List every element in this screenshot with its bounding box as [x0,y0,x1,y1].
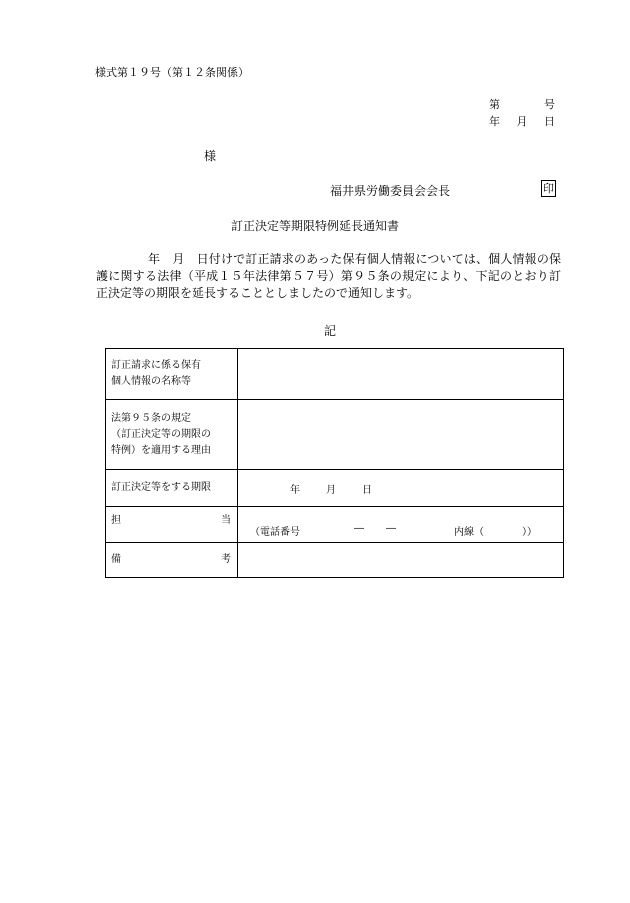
form-number: 様式第１９号（第１２条関係） [95,66,249,79]
table-row-remarks [106,543,564,578]
date-month: 月 [516,115,528,128]
extension-label: 内線（ [454,527,484,538]
details-table [105,348,564,578]
value-deadline[interactable] [238,470,564,507]
document-number-line [489,96,555,112]
addressee-suffix: 様 [204,149,217,163]
phone-label: （電話番号 [250,527,300,538]
ki-heading: 記 [323,324,336,338]
value-info-name[interactable] [238,349,564,400]
seal-mark: 印 [543,182,554,195]
label-deadline: 訂正決定等をする期限 [106,470,238,507]
table-row-deadline [106,470,564,507]
label-info-name-line1: 訂正請求に係る保有 [111,360,201,371]
doc-number-suffix: 号 [544,98,555,111]
phone-line [238,523,563,538]
extension-close: ）） [522,527,537,538]
deadline-year: 年 [290,484,300,496]
label-reason [106,400,238,470]
value-remarks[interactable] [238,543,564,578]
deadline-date [238,481,563,496]
document-title: 訂正決定等期限特例延長通知書 [230,219,399,233]
value-reason[interactable] [238,400,564,470]
label-remarks-right: 考 [221,554,231,565]
body-paragraph: 年 月 日付けで訂正請求のあった保有個人情報については、個人情報の保護に関する法律（平成１５年法律第５７号）第９５条の規定により、下記のとおり訂正決定等の期限を延長することとしましたので通知します。 [96,252,561,300]
date-day: 日 [544,115,555,128]
sender-name: 福井県労働委員会会長 [330,184,451,198]
label-reason-line2: （訂正決定等の期限の [111,428,211,440]
table-row-contact [106,507,564,543]
table-row-info-name [106,349,564,400]
phone-dash-1: ― [354,523,364,534]
deadline-day: 日 [362,484,372,496]
label-info-name-line2: 個人情報の名称等 [111,376,191,387]
label-reason-line3: 特例）を適用する理由 [111,444,211,456]
label-contact-left: 担 [111,514,121,526]
label-contact [106,507,238,543]
doc-number-prefix: 第 [489,98,500,111]
label-remarks-left: 備 [111,554,121,565]
label-contact-right: 当 [221,514,231,526]
label-remarks [106,543,238,578]
phone-dash-2: ― [386,523,396,534]
label-info-name [106,349,238,400]
table-row-reason [106,400,564,470]
deadline-month: 月 [326,484,336,496]
document-date-line [489,113,555,129]
label-reason-line1: 法第９５条の規定 [111,412,191,424]
date-year: 年 [489,115,500,128]
value-contact[interactable] [238,507,564,543]
